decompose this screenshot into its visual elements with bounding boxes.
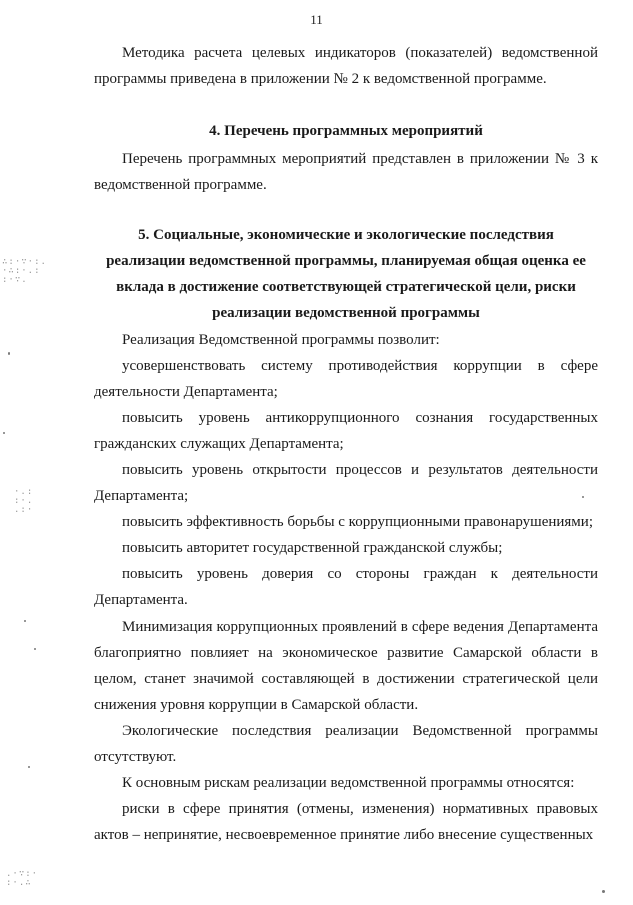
scan-noise: ∴:·∵·:. ·∴:·.: :·∵. xyxy=(2,257,47,285)
scan-noise: ·.: :·. .:· xyxy=(14,487,34,515)
paragraph-intro: Реализация Ведомственной программы позволит: xyxy=(122,332,440,348)
paragraph-methodology: Методика расчета целевых индикаторов (показателей) ведомственной программы приведена в приложении № 2 к ведомственной программе. xyxy=(94,45,598,87)
section-4-heading: 4. Перечень программных мероприятий xyxy=(209,123,483,139)
list-item-authority: повысить авторитет государственной гражданской службы; xyxy=(122,540,503,556)
scan-speck xyxy=(34,648,36,650)
scan-speck xyxy=(8,352,10,355)
list-item-openness: повысить уровень открытости процессов и результатов деятельности Департамента; xyxy=(94,462,598,504)
page-number: 11 xyxy=(310,12,323,27)
scan-noise: .·∵:· :·.∴ xyxy=(6,869,39,888)
paragraph-activities: Перечень программных мероприятий представлен в приложении № 3 к ведомственной программе. xyxy=(94,151,598,193)
scan-speck xyxy=(24,620,26,622)
scan-speck xyxy=(3,432,5,434)
list-item-improve-system: усовершенствовать систему противодействия коррупции в сфере деятельности Департамента; xyxy=(94,358,598,400)
list-item-efficiency: повысить эффективность борьбы с коррупционными правонарушениями; xyxy=(122,514,593,530)
paragraph-risks-intro: К основным рискам реализации ведомственной программы относятся: xyxy=(122,775,575,791)
paragraph-ecological: Экологические последствия реализации Ведомственной программы отсутствуют. xyxy=(94,723,598,765)
list-item-awareness: повысить уровень антикоррупционного сознания государственных гражданских служащих Департамента; xyxy=(94,410,598,452)
section-5-heading: 5. Социальные, экономические и экологические последствия реализации ведомственной программы, планируемая общая оценка ее вклада в достижение соответствующей стратегической цели, риски реализации ведомственной программы xyxy=(106,227,586,321)
scan-speck xyxy=(602,890,605,893)
paragraph-minimization: Минимизация коррупционных проявлений в сфере ведения Департамента благоприятно повлияет на экономическое развитие Самарской области в целом, станет значимой составляющей в достижении стратегической цели снижения уровня коррупции в Самарской области. xyxy=(94,619,598,713)
list-item-trust: повысить уровень доверия со стороны граждан к деятельности Департамента. xyxy=(94,566,598,608)
scan-speck xyxy=(582,496,584,498)
scan-speck xyxy=(28,766,30,768)
paragraph-risks-legal: риски в сфере принятия (отмены, изменения) нормативных правовых актов – непринятие, несвоевременное принятие либо внесение существенных xyxy=(94,801,598,843)
